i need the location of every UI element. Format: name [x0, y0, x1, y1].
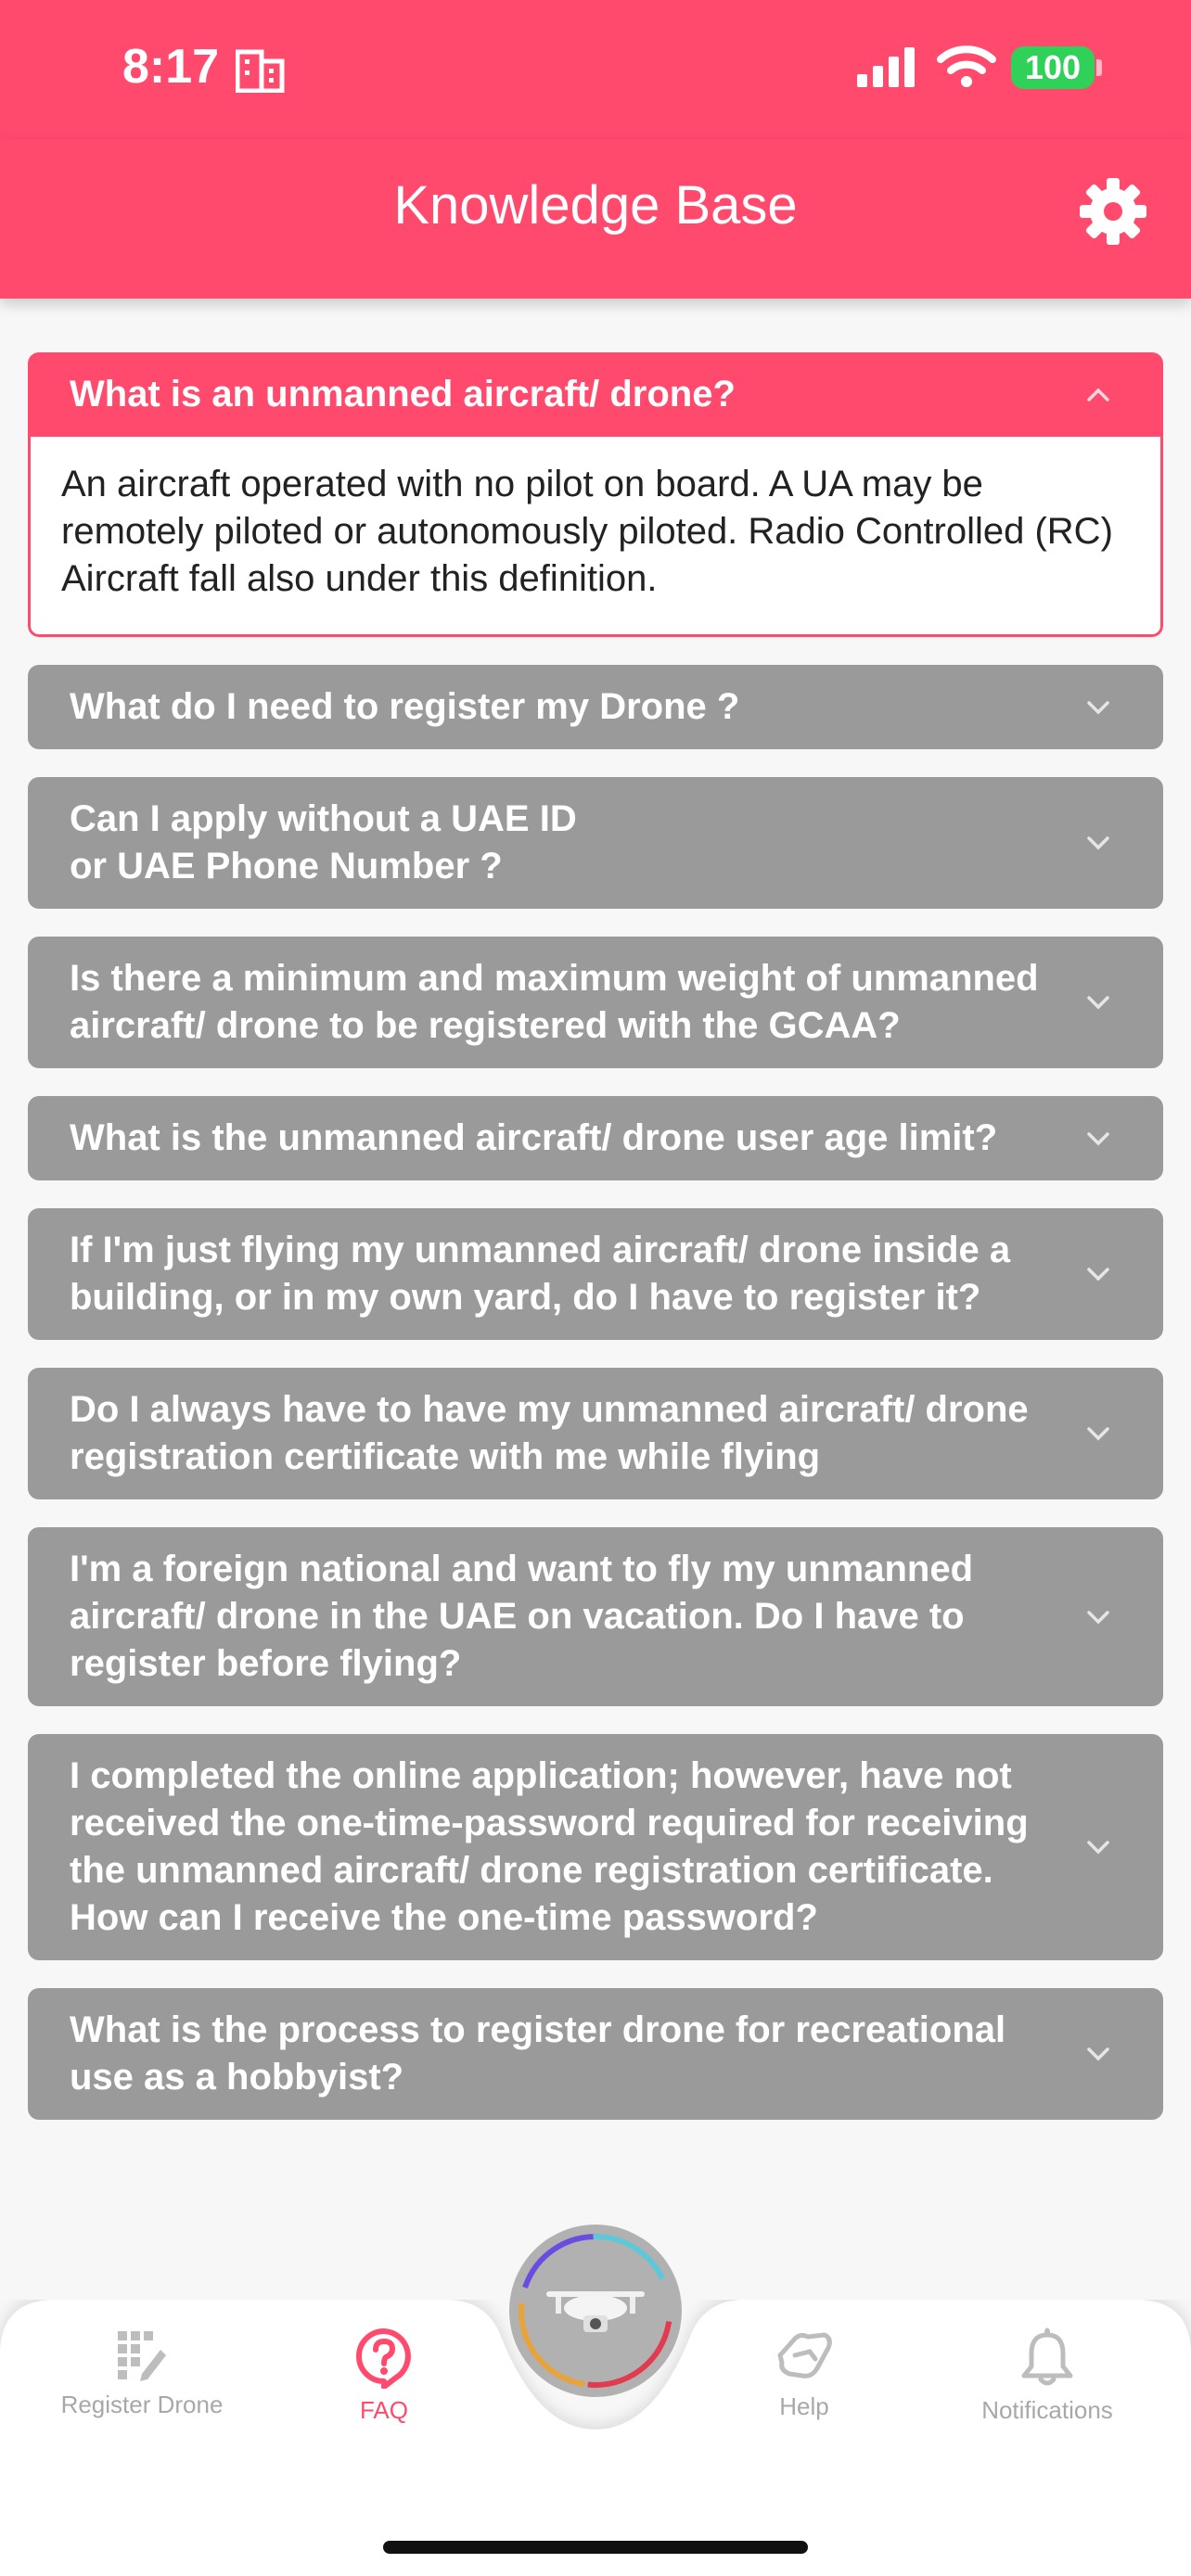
faq-item[interactable]: [28, 665, 1163, 749]
faq-question[interactable]: [28, 1527, 1163, 1706]
faq-icon: [353, 2327, 415, 2389]
chevron-down-icon: [1085, 1834, 1111, 1860]
tab-faq[interactable]: [282, 2327, 486, 2425]
faq-item[interactable]: [28, 352, 1163, 637]
wifi-icon: [937, 45, 996, 89]
faq-item[interactable]: [28, 1096, 1163, 1180]
faq-question-text: I'm a foreign national and want to fly my unmanned aircraft/ drone in the UAE on vacation. Do I have to register before flying?: [70, 1549, 974, 1684]
faq-question[interactable]: [28, 777, 1163, 909]
faq-answer: An aircraft operated with no pilot on board. A UA may be remotely piloted or autonomously piloted. Radio Controlled (RC) Aircraft fall also under this definition.: [28, 437, 1163, 637]
chevron-down-icon: [1085, 989, 1111, 1015]
faq-item[interactable]: [28, 937, 1163, 1068]
faq-item[interactable]: [28, 1208, 1163, 1340]
bottom-tab-bar: [0, 2300, 1191, 2576]
chevron-down-icon: [1085, 695, 1111, 721]
bell-icon: [1018, 2327, 1076, 2389]
faq-question[interactable]: [28, 937, 1163, 1068]
faq-question-text: Is there a minimum and maximum weight of unmanned aircraft/ drone to be registered with the GCAA?: [70, 958, 1039, 1046]
faq-question[interactable]: [28, 1208, 1163, 1340]
faq-question[interactable]: [28, 352, 1163, 437]
faq-question[interactable]: [28, 1988, 1163, 2120]
tab-label: Notifications: [981, 2396, 1113, 2424]
chevron-down-icon: [1085, 1261, 1111, 1287]
faq-question-text: What is the unmanned aircraft/ drone user age limit?: [70, 1117, 998, 1158]
home-indicator: [383, 2541, 808, 2554]
chevron-down-icon: [1085, 1126, 1111, 1152]
faq-question[interactable]: [28, 1368, 1163, 1499]
signal-icon: [855, 46, 920, 87]
faq-list: [28, 352, 1163, 2148]
chevron-down-icon: [1085, 1604, 1111, 1630]
faq-item[interactable]: [28, 1527, 1163, 1706]
help-handshake-icon: [773, 2327, 836, 2385]
faq-question[interactable]: [28, 1734, 1163, 1960]
faq-question-text: Can I apply without a UAE ID or UAE Phone Number ?: [70, 798, 577, 886]
faq-item[interactable]: [28, 1734, 1163, 1960]
faq-question-text: If I'm just flying my unmanned aircraft/ drone inside a building, or in my own yard, do I have to register it?: [70, 1230, 1011, 1318]
app-header: [0, 139, 1191, 299]
faq-question[interactable]: [28, 1096, 1163, 1180]
tab-help[interactable]: [702, 2327, 906, 2421]
chevron-up-icon: [1085, 382, 1111, 408]
page-title: Knowledge Base: [393, 175, 798, 236]
faq-item[interactable]: [28, 777, 1163, 909]
faq-question[interactable]: [28, 665, 1163, 749]
tab-label: FAQ: [359, 2396, 408, 2424]
tab-register-drone[interactable]: [40, 2327, 244, 2419]
faq-question-text: What is an unmanned aircraft/ drone?: [70, 374, 736, 414]
chevron-down-icon: [1085, 1421, 1111, 1447]
tab-notifications[interactable]: [945, 2327, 1149, 2425]
faq-question-text: What is the process to register drone for recreational use as a hobbyist?: [70, 2009, 1006, 2098]
faq-question-text: Do I always have to have my unmanned aircraft/ drone registration certificate with me while flying: [70, 1389, 1029, 1477]
status-bar: [0, 0, 1191, 139]
tab-label: Help: [779, 2392, 829, 2420]
battery-indicator: 100: [1011, 46, 1095, 89]
faq-question-text: What do I need to register my Drone ?: [70, 686, 740, 727]
status-time: 8:17: [122, 40, 220, 94]
gear-icon[interactable]: [1078, 176, 1148, 247]
faq-item[interactable]: [28, 1988, 1163, 2120]
faq-question-text: I completed the online application; however, have not received the one-time-password required for receiving the unmanned aircraft/ drone registration certificate. How can I receive the one-time password?: [70, 1755, 1029, 1938]
register-drone-icon: [114, 2327, 170, 2383]
chevron-down-icon: [1085, 830, 1111, 856]
faq-item[interactable]: [28, 1368, 1163, 1499]
chevron-down-icon: [1085, 2041, 1111, 2067]
battery-cap: [1096, 59, 1102, 76]
center-drone-button[interactable]: [509, 2225, 682, 2397]
tab-label: Register Drone: [60, 2391, 224, 2418]
drone-icon: [509, 2225, 682, 2397]
building-icon: [236, 48, 286, 93]
